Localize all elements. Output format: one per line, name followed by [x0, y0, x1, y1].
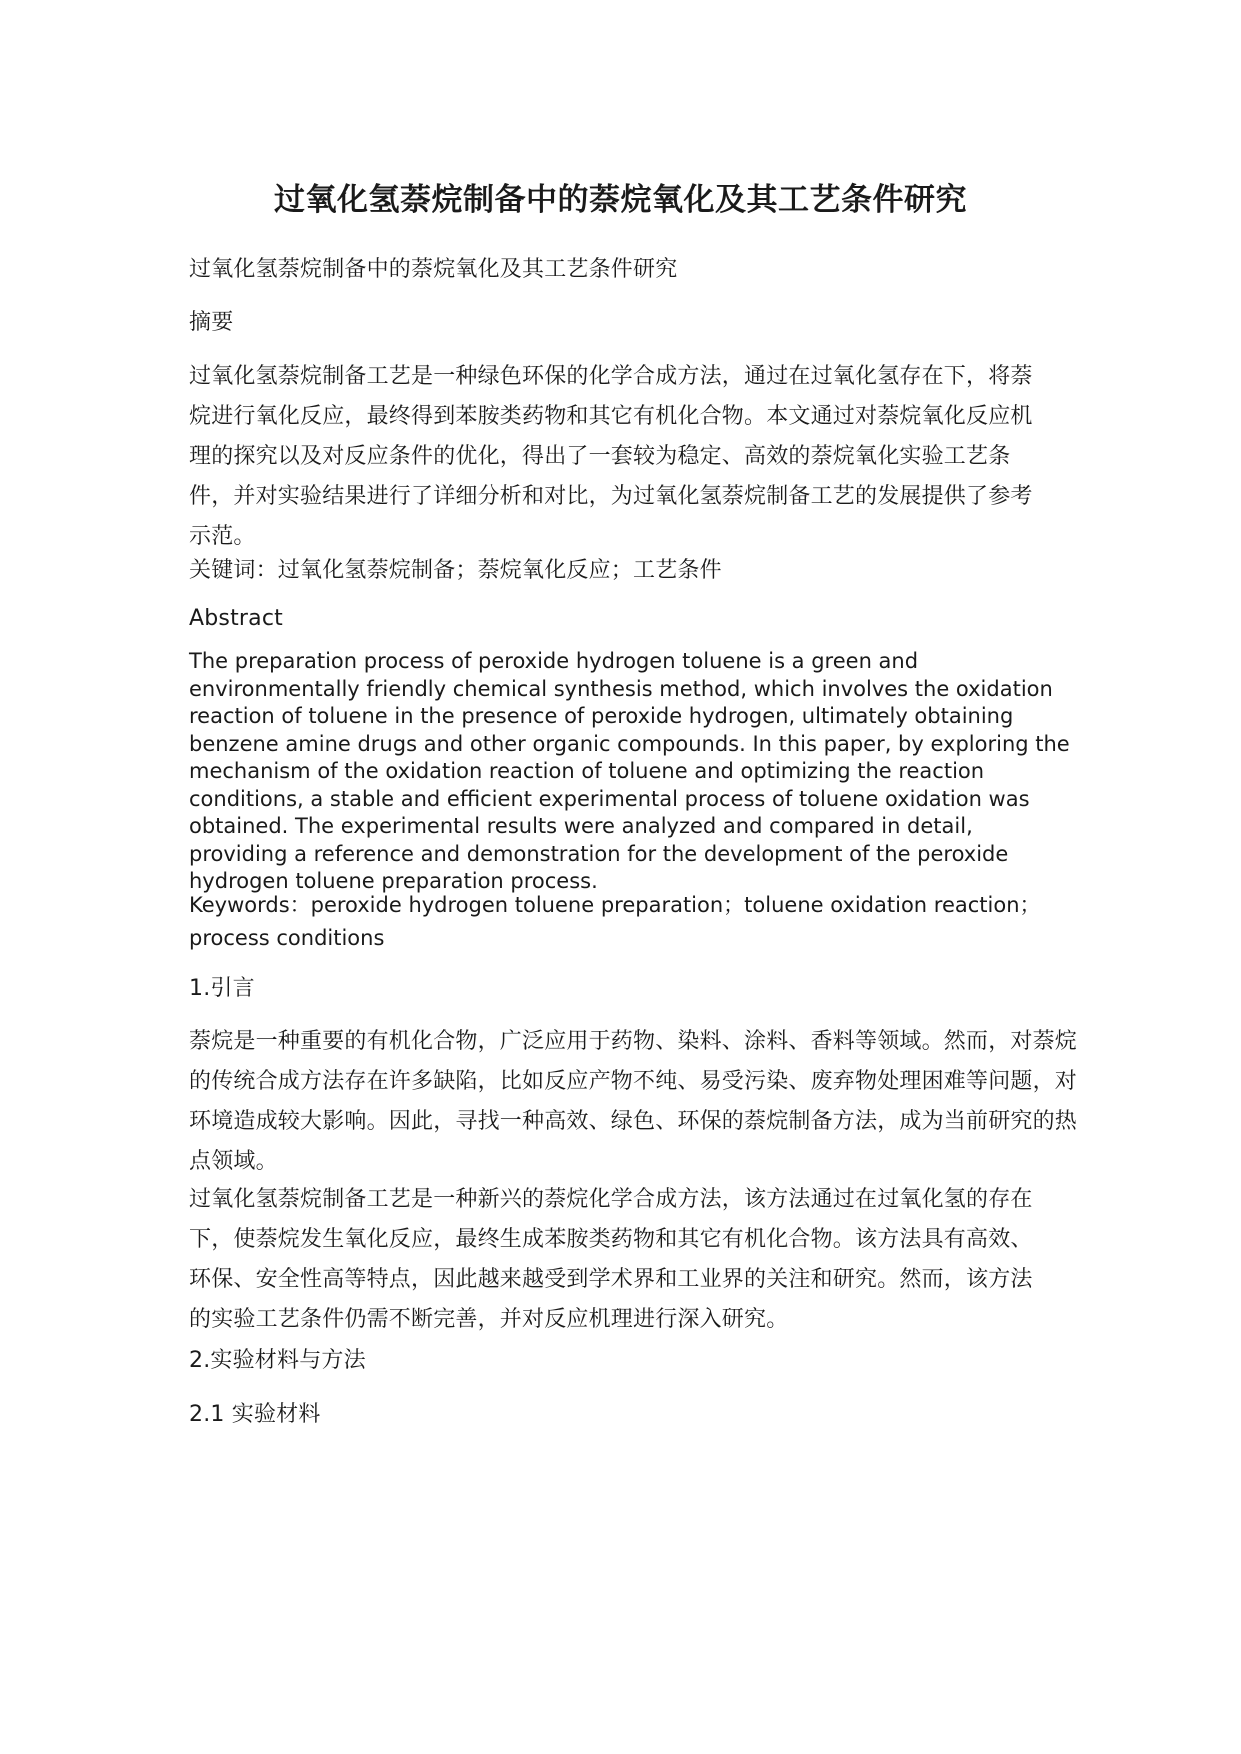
abstract-heading-cn: 摘要 [189, 310, 234, 335]
section-1-paragraph-1: 萘烷是一种重要的有机化合物，广泛应用于药物、染料、涂料、香料等领域。然而，对萘烷的传统合成方法存在许多缺陷，比如反应产物不纯、易受污染、废弃物处理困难等问题，对环境造成较大影响。因此，寻找一种高效、绿色、环保的萘烷制备方法，成为当前研究的热点领域。 [189, 1029, 1078, 1174]
section-1-paragraph-2: 过氧化氢萘烷制备工艺是一种新兴的萘烷化学合成方法，该方法通过在过氧化氢的存在下，使萘烷发生氧化反应，最终生成苯胺类药物和其它有机化合物。该方法具有高效、环保、安全性高等特点，因此越来越受到学术界和工业界的关注和研究。然而，该方法的实验工艺条件仍需不断完善，并对反应机理进行深入研究。 [189, 1187, 1033, 1332]
keywords-en: Keywords：peroxide hydrogen toluene preparation；toluene oxidation reaction；process conditions [189, 893, 1041, 950]
section-1-heading: 1.引言 [189, 976, 255, 1001]
abstract-heading-en: Abstract [189, 606, 283, 631]
abstract-en-paragraph: The preparation process of peroxide hydrogen toluene is a green and environmentally friendly chemical synthesis method, which involves the oxidation reaction of toluene in the presence of peroxide hydrogen, ultimately obtaining benzene amine drugs and other organic compounds. In this paper, by exploring the mechanism of the oxidation reaction of toluene and optimizing the reaction conditions, a stable and efficient experimental process of toluene oxidation was obtained. The experimental results were analyzed and compared in detail, providing a reference and demonstration for the development of the peroxide hydrogen toluene preparation process. [189, 649, 1070, 893]
document-title: 过氧化氢萘烷制备中的萘烷氧化及其工艺条件研究 [274, 182, 967, 218]
abstract-cn-paragraph: 过氧化氢萘烷制备工艺是一种绿色环保的化学合成方法，通过在过氧化氢存在下，将萘烷进行氧化反应，最终得到苯胺类药物和其它有机化合物。本文通过对萘烷氧化反应机理的探究以及对反应条件的优化，得出了一套较为稳定、高效的萘烷氧化实验工艺条件，并对实验结果进行了详细分析和对比，为过氧化氢萘烷制备工艺的发展提供了参考示范。 [189, 364, 1033, 549]
section-2-heading: 2.实验材料与方法 [189, 1348, 366, 1373]
keywords-cn: 关键词：过氧化氢萘烷制备；萘烷氧化反应；工艺条件 [189, 558, 722, 583]
section-2-1-heading: 2.1 实验材料 [189, 1402, 321, 1427]
document-subtitle: 过氧化氢萘烷制备中的萘烷氧化及其工艺条件研究 [189, 257, 678, 282]
